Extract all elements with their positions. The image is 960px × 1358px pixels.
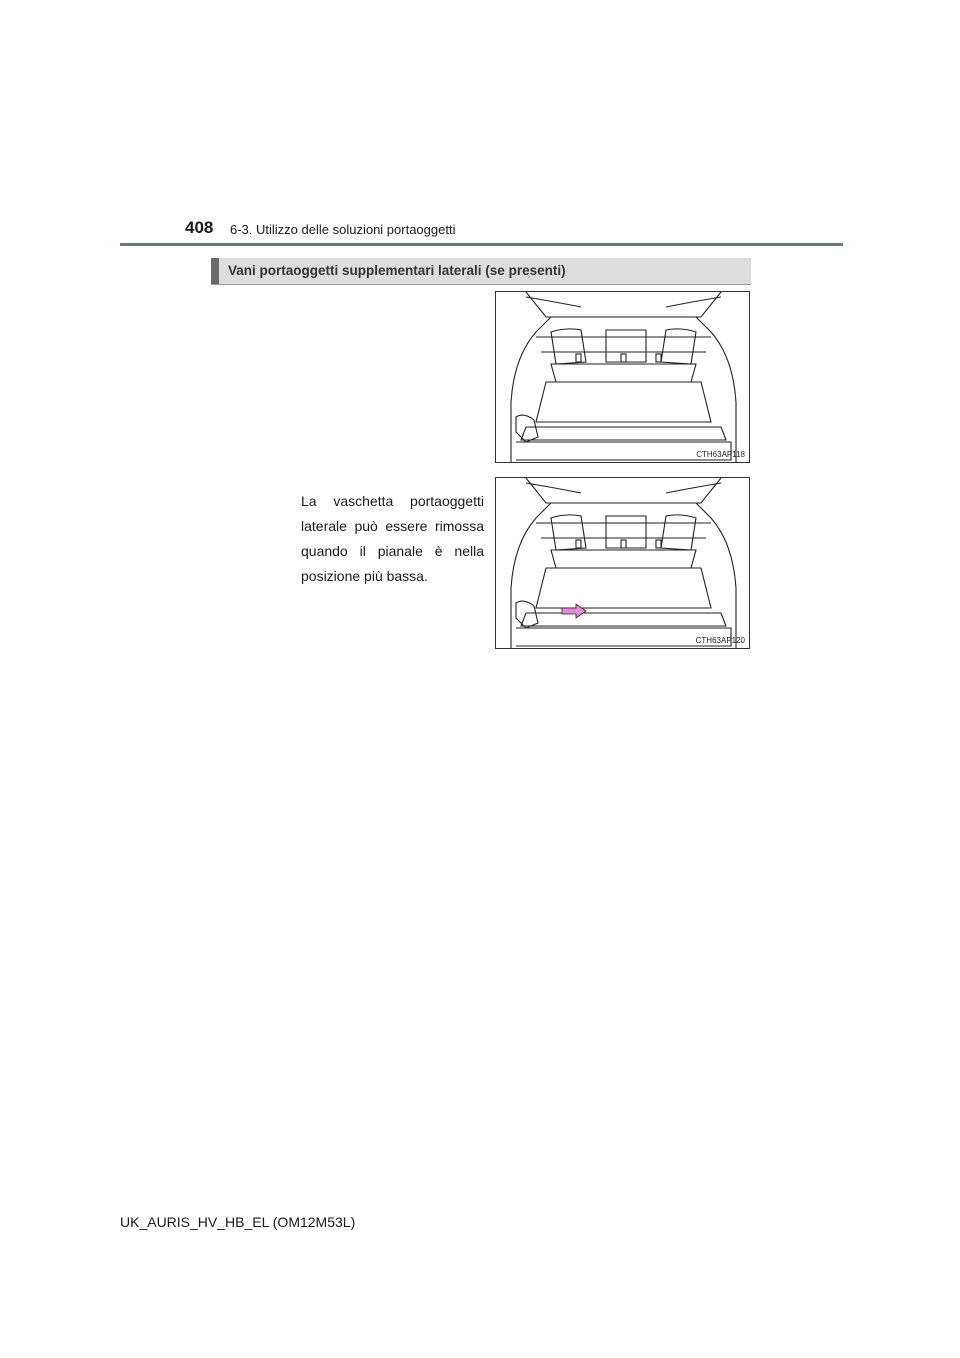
header-divider (120, 243, 843, 246)
trunk-illustration (496, 292, 750, 463)
figure-trunk-1 (495, 291, 750, 463)
figure-code: CTH63AP118 (696, 450, 745, 459)
subheading-box (211, 258, 751, 284)
trunk-illustration (496, 478, 750, 649)
body-paragraph: La vaschetta portaoggetti laterale può essere rimossa quando il pianale è nella posizione più bassa. (301, 493, 484, 584)
figure-code: CTH63AP120 (695, 636, 745, 645)
subheading-title: Vani portaoggetti supplementari laterali (se presenti) (228, 263, 566, 278)
removal-arrow-icon (562, 604, 586, 618)
subheading-accent-bar (211, 258, 219, 284)
document-footer: UK_AURIS_HV_HB_EL (OM12M53L) (120, 1214, 356, 1230)
page-number: 408 (185, 218, 214, 237)
figure-trunk-2 (495, 477, 750, 649)
section-title: 6-3. Utilizzo delle soluzioni portaoggetti (230, 222, 456, 237)
subheading-underline (211, 284, 751, 285)
